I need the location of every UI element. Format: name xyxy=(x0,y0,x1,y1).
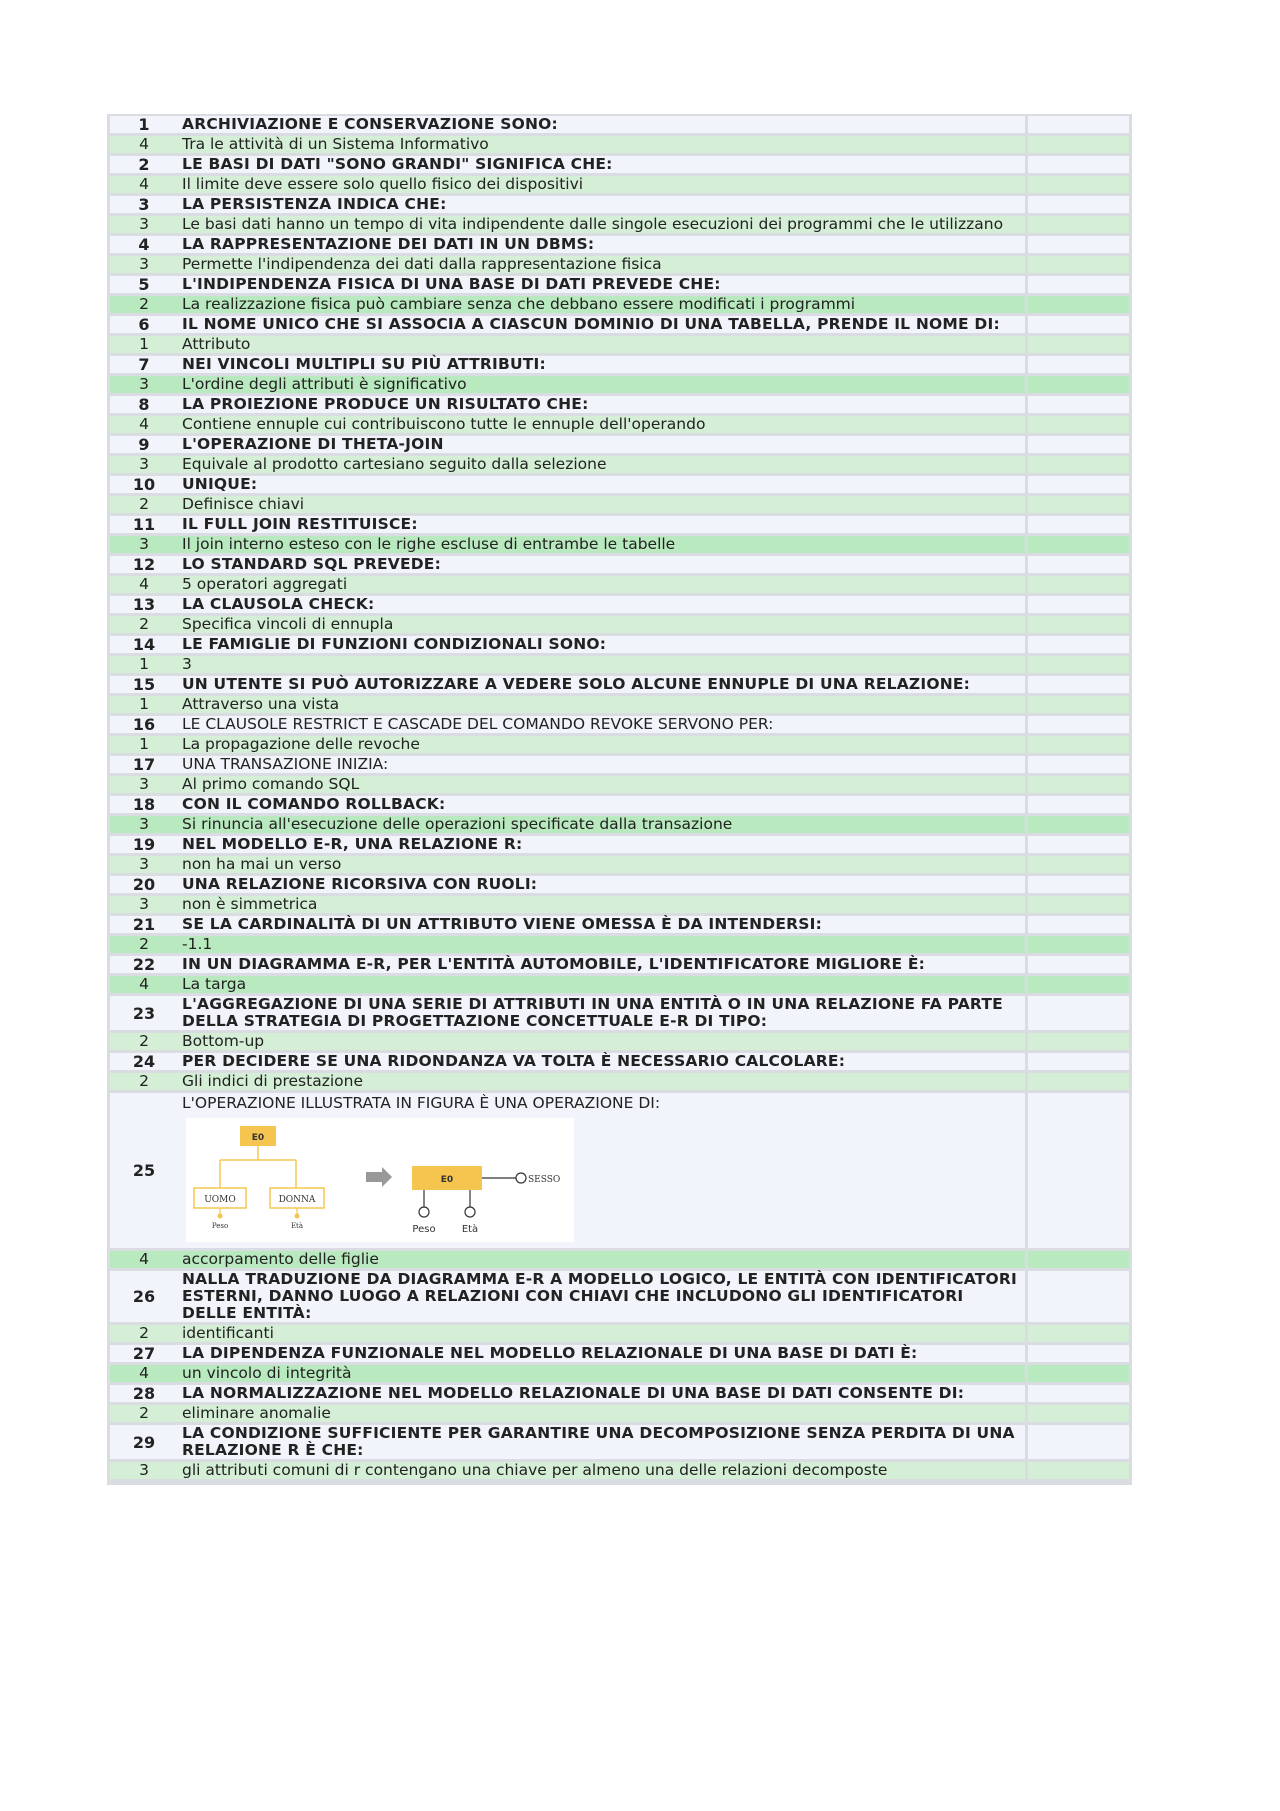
attr-left-label: Peso xyxy=(211,1222,229,1230)
quiz-rows xyxy=(110,116,1129,1479)
answer-text: gli attributi comuni di r contengano una chiave per almeno una delle relazioni decomposte xyxy=(178,1462,1028,1479)
answer-text: Tra le attività di un Sistema Informativo xyxy=(178,136,1028,153)
answer-row xyxy=(110,136,1129,153)
merged-attr-2-circle xyxy=(465,1207,475,1217)
question-text: NEL MODELLO E-R, UNA RELAZIONE R: xyxy=(178,836,1028,853)
question-row xyxy=(110,1053,1129,1070)
attr-right-label: Età xyxy=(290,1222,304,1230)
row-empty-cell xyxy=(1028,496,1129,513)
row-number: 3 xyxy=(110,456,178,473)
answer-row xyxy=(110,536,1129,553)
question-text: UNA TRANSAZIONE INIZIA: xyxy=(178,756,1028,773)
row-number: 16 xyxy=(110,716,178,733)
answer-row xyxy=(110,336,1129,353)
row-number: 7 xyxy=(110,356,178,373)
row-number: 3 xyxy=(110,216,178,233)
answer-row xyxy=(110,496,1129,513)
row-empty-cell xyxy=(1028,1251,1129,1268)
answer-row xyxy=(110,736,1129,753)
row-empty-cell xyxy=(1028,616,1129,633)
question-row xyxy=(110,156,1129,173)
row-number: 3 xyxy=(110,856,178,873)
row-empty-cell xyxy=(1028,636,1129,653)
answer-row xyxy=(110,1462,1129,1479)
question-text: LA DIPENDENZA FUNZIONALE NEL MODELLO RELAZIONALE DI UNA BASE DI DATI È: xyxy=(178,1345,1028,1362)
row-number: 8 xyxy=(110,396,178,413)
row-empty-cell xyxy=(1028,596,1129,613)
attr-right-dot xyxy=(295,1214,300,1219)
answer-text: Il limite deve essere solo quello fisico dei dispositivi xyxy=(178,176,1028,193)
question-row xyxy=(110,236,1129,253)
question-row xyxy=(110,1385,1129,1402)
question-row xyxy=(110,356,1129,373)
row-number: 1 xyxy=(110,116,178,133)
row-number: 3 xyxy=(110,376,178,393)
row-empty-cell xyxy=(1028,196,1129,213)
question-row xyxy=(110,396,1129,413)
row-number: 1 xyxy=(110,656,178,673)
row-empty-cell xyxy=(1028,356,1129,373)
answer-text: Definisce chiavi xyxy=(178,496,1028,513)
question-row xyxy=(110,116,1129,133)
row-empty-cell xyxy=(1028,696,1129,713)
answer-row xyxy=(110,856,1129,873)
answer-row xyxy=(110,1073,1129,1090)
row-number: 6 xyxy=(110,316,178,333)
answer-row xyxy=(110,1405,1129,1422)
row-number: 2 xyxy=(110,1405,178,1422)
figure-question xyxy=(182,1093,1021,1242)
answer-text: eliminare anomalie xyxy=(178,1405,1028,1422)
row-empty-cell xyxy=(1028,176,1129,193)
row-number: 4 xyxy=(110,176,178,193)
question-text: LE CLAUSOLE RESTRICT E CASCADE DEL COMANDO REVOKE SERVONO PER: xyxy=(178,716,1028,733)
row-number: 21 xyxy=(110,916,178,933)
row-empty-cell xyxy=(1028,936,1129,953)
question-text: IL FULL JOIN RESTITUISCE: xyxy=(178,516,1028,533)
question-text: PER DECIDERE SE UNA RIDONDANZA VA TOLTA È NECESSARIO CALCOLARE: xyxy=(178,1053,1028,1070)
answer-text: Gli indici di prestazione xyxy=(178,1073,1028,1090)
row-empty-cell xyxy=(1028,376,1129,393)
row-empty-cell xyxy=(1028,1093,1129,1248)
row-empty-cell xyxy=(1028,976,1129,993)
question-text: LE BASI DI DATI "SONO GRANDI" SIGNIFICA CHE: xyxy=(178,156,1028,173)
row-empty-cell xyxy=(1028,836,1129,853)
er-diagram-figure xyxy=(186,1118,574,1242)
row-empty-cell xyxy=(1028,1033,1129,1050)
question-row xyxy=(110,556,1129,573)
answer-row xyxy=(110,256,1129,273)
row-number: 11 xyxy=(110,516,178,533)
question-text: UNIQUE: xyxy=(178,476,1028,493)
question-row xyxy=(110,596,1129,613)
row-empty-cell xyxy=(1028,136,1129,153)
row-empty-cell xyxy=(1028,956,1129,973)
row-number: 9 xyxy=(110,436,178,453)
question-text: LA PERSISTENZA INDICA CHE: xyxy=(178,196,1028,213)
row-number: 2 xyxy=(110,156,178,173)
row-empty-cell xyxy=(1028,1271,1129,1322)
row-number: 15 xyxy=(110,676,178,693)
row-number: 3 xyxy=(110,256,178,273)
child-right-label: DONNA xyxy=(278,1195,316,1205)
row-number: 3 xyxy=(110,816,178,833)
question-row xyxy=(110,1425,1129,1459)
row-number: 3 xyxy=(110,196,178,213)
row-number: 4 xyxy=(110,1365,178,1382)
row-empty-cell xyxy=(1028,916,1129,933)
answer-row xyxy=(110,1033,1129,1050)
question-row xyxy=(110,316,1129,333)
row-empty-cell xyxy=(1028,896,1129,913)
row-number: 3 xyxy=(110,1462,178,1479)
answer-text: Il join interno esteso con le righe escluse di entrambe le tabelle xyxy=(178,536,1028,553)
question-row xyxy=(110,996,1129,1030)
row-empty-cell xyxy=(1028,996,1129,1030)
answer-row xyxy=(110,816,1129,833)
answer-text: accorpamento delle figlie xyxy=(178,1251,1028,1268)
question-text: UNA RELAZIONE RICORSIVA CON RUOLI: xyxy=(178,876,1028,893)
question-row xyxy=(110,516,1129,533)
answer-text: un vincolo di integrità xyxy=(178,1365,1028,1382)
question-text: LA PROIEZIONE PRODUCE UN RISULTATO CHE: xyxy=(178,396,1028,413)
row-empty-cell xyxy=(1028,236,1129,253)
row-number: 13 xyxy=(110,596,178,613)
row-empty-cell xyxy=(1028,516,1129,533)
answer-text: Equivale al prodotto cartesiano seguito dalla selezione xyxy=(178,456,1028,473)
row-empty-cell xyxy=(1028,416,1129,433)
row-empty-cell xyxy=(1028,216,1129,233)
row-empty-cell xyxy=(1028,276,1129,293)
question-text: LA RAPPRESENTAZIONE DEI DATI IN UN DBMS: xyxy=(178,236,1028,253)
row-empty-cell xyxy=(1028,296,1129,313)
row-empty-cell xyxy=(1028,1365,1129,1382)
row-number: 2 xyxy=(110,496,178,513)
row-number: 4 xyxy=(110,976,178,993)
question-text: L'OPERAZIONE ILLUSTRATA IN FIGURA È UNA OPERAZIONE DI: xyxy=(182,1094,661,1112)
row-number: 4 xyxy=(110,136,178,153)
question-text: LA NORMALIZZAZIONE NEL MODELLO RELAZIONALE DI UNA BASE DI DATI CONSENTE DI: xyxy=(178,1385,1028,1402)
answer-row xyxy=(110,576,1129,593)
row-number: 5 xyxy=(110,276,178,293)
question-text: L'INDIPENDENZA FISICA DI UNA BASE DI DATI PREVEDE CHE: xyxy=(178,276,1028,293)
row-empty-cell xyxy=(1028,316,1129,333)
row-empty-cell xyxy=(1028,1325,1129,1342)
row-empty-cell xyxy=(1028,716,1129,733)
question-text: L'AGGREGAZIONE DI UNA SERIE DI ATTRIBUTI IN UNA ENTITÀ O IN UNA RELAZIONE FA PARTE DELLA STRATEGIA DI PROGETTAZIONE CONCETTUALE E-R DI TIPO: xyxy=(178,996,1028,1030)
question-text: LA CLAUSOLA CHECK: xyxy=(178,596,1028,613)
row-number: 23 xyxy=(110,996,178,1030)
row-number: 2 xyxy=(110,1033,178,1050)
row-number: 4 xyxy=(110,236,178,253)
answer-text: 3 xyxy=(178,656,1028,673)
question-text: NALLA TRADUZIONE DA DIAGRAMMA E-R A MODELLO LOGICO, LE ENTITÀ CON IDENTIFICATORI ESTERNI, DANNO LUOGO A RELAZIONI CON CHIAVI CHE INCLUDONO GLI IDENTIFICATORI DELLE ENTITÀ: xyxy=(178,1271,1028,1322)
row-number: 1 xyxy=(110,736,178,753)
answer-text: Le basi dati hanno un tempo di vita indipendente dalle singole esecuzioni dei programmi che le utilizzano xyxy=(178,216,1028,233)
row-empty-cell xyxy=(1028,736,1129,753)
row-empty-cell xyxy=(1028,1462,1129,1479)
row-empty-cell xyxy=(1028,1385,1129,1402)
row-empty-cell xyxy=(1028,156,1129,173)
row-number: 3 xyxy=(110,896,178,913)
merged-entity-label: E0 xyxy=(440,1175,454,1185)
row-empty-cell xyxy=(1028,796,1129,813)
row-empty-cell xyxy=(1028,1425,1129,1459)
row-empty-cell xyxy=(1028,336,1129,353)
answer-row xyxy=(110,416,1129,433)
attr-left-dot xyxy=(218,1214,223,1219)
row-number: 2 xyxy=(110,1073,178,1090)
row-empty-cell xyxy=(1028,456,1129,473)
merged-attr-1-circle xyxy=(419,1207,429,1217)
row-number: 3 xyxy=(110,776,178,793)
row-number: 18 xyxy=(110,796,178,813)
answer-text: 5 operatori aggregati xyxy=(178,576,1028,593)
question-row xyxy=(110,716,1129,733)
row-empty-cell xyxy=(1028,1405,1129,1422)
row-empty-cell xyxy=(1028,476,1129,493)
question-row xyxy=(110,836,1129,853)
question-text: NEI VINCOLI MULTIPLI SU PIÙ ATTRIBUTI: xyxy=(178,356,1028,373)
row-empty-cell xyxy=(1028,1073,1129,1090)
question-row xyxy=(110,796,1129,813)
question-row xyxy=(110,1345,1129,1362)
question-text: IL NOME UNICO CHE SI ASSOCIA A CIASCUN DOMINIO DI UNA TABELLA, PRENDE IL NOME DI: xyxy=(178,316,1028,333)
merged-attr-2-label: Età xyxy=(461,1224,479,1235)
question-row xyxy=(110,636,1129,653)
answer-row xyxy=(110,1325,1129,1342)
question-row xyxy=(110,916,1129,933)
answer-text: -1.1 xyxy=(178,936,1028,953)
answer-text: Si rinuncia all'esecuzione delle operazioni specificate dalla transazione xyxy=(178,816,1028,833)
question-text: L'OPERAZIONE DI THETA-JOIN xyxy=(178,436,1028,453)
answer-row xyxy=(110,776,1129,793)
row-number: 19 xyxy=(110,836,178,853)
answer-text: Bottom-up xyxy=(178,1033,1028,1050)
row-empty-cell xyxy=(1028,436,1129,453)
answer-text: La targa xyxy=(178,976,1028,993)
question-row xyxy=(110,876,1129,893)
answer-text: La realizzazione fisica può cambiare senza che debbano essere modificati i programmi xyxy=(178,296,1028,313)
row-number: 14 xyxy=(110,636,178,653)
row-number: 2 xyxy=(110,1325,178,1342)
question-text: ARCHIVIAZIONE E CONSERVAZIONE SONO: xyxy=(178,116,1028,133)
row-number: 29 xyxy=(110,1425,178,1459)
quiz-sheet xyxy=(107,114,1132,1485)
answer-text: Permette l'indipendenza dei dati dalla rappresentazione fisica xyxy=(178,256,1028,273)
answer-text: Al primo comando SQL xyxy=(178,776,1028,793)
row-empty-cell xyxy=(1028,256,1129,273)
row-empty-cell xyxy=(1028,756,1129,773)
question-row xyxy=(110,1093,1129,1248)
question-text: CON IL COMANDO ROLLBACK: xyxy=(178,796,1028,813)
answer-row xyxy=(110,1365,1129,1382)
row-number: 24 xyxy=(110,1053,178,1070)
answer-text: Contiene ennuple cui contribuiscono tutte le ennuple dell'operando xyxy=(178,416,1028,433)
row-empty-cell xyxy=(1028,1345,1129,1362)
row-empty-cell xyxy=(1028,576,1129,593)
question-row xyxy=(110,956,1129,973)
row-number: 22 xyxy=(110,956,178,973)
row-empty-cell xyxy=(1028,876,1129,893)
row-number: 2 xyxy=(110,296,178,313)
row-number: 28 xyxy=(110,1385,178,1402)
question-text: SE LA CARDINALITÀ DI UN ATTRIBUTO VIENE OMESSA È DA INTENDERSI: xyxy=(178,916,1028,933)
question-row xyxy=(110,1271,1129,1322)
row-number: 12 xyxy=(110,556,178,573)
row-number: 2 xyxy=(110,936,178,953)
row-number: 4 xyxy=(110,416,178,433)
merged-attr-1-label: Peso xyxy=(412,1224,436,1235)
row-number: 26 xyxy=(110,1271,178,1322)
answer-row xyxy=(110,696,1129,713)
sesso-label: SESSO xyxy=(528,1175,561,1185)
answer-row xyxy=(110,976,1129,993)
answer-text: La propagazione delle revoche xyxy=(178,736,1028,753)
answer-row xyxy=(110,296,1129,313)
row-number: 25 xyxy=(110,1093,178,1248)
row-empty-cell xyxy=(1028,556,1129,573)
question-text: LA CONDIZIONE SUFFICIENTE PER GARANTIRE UNA DECOMPOSIZIONE SENZA PERDITA DI UNA RELAZIONE R È CHE: xyxy=(178,1425,1028,1459)
answer-text: Attraverso una vista xyxy=(178,696,1028,713)
row-empty-cell xyxy=(1028,676,1129,693)
row-number: 17 xyxy=(110,756,178,773)
question-text: UN UTENTE SI PUÒ AUTORIZZARE A VEDERE SOLO ALCUNE ENNUPLE DI UNA RELAZIONE: xyxy=(178,676,1028,693)
row-empty-cell xyxy=(1028,856,1129,873)
answer-row xyxy=(110,896,1129,913)
row-empty-cell xyxy=(1028,536,1129,553)
row-number: 20 xyxy=(110,876,178,893)
answer-row xyxy=(110,1251,1129,1268)
answer-row xyxy=(110,216,1129,233)
answer-text: non ha mai un verso xyxy=(178,856,1028,873)
row-number: 1 xyxy=(110,696,178,713)
answer-text: L'ordine degli attributi è significativo xyxy=(178,376,1028,393)
row-number: 10 xyxy=(110,476,178,493)
answer-row xyxy=(110,656,1129,673)
answer-text: non è simmetrica xyxy=(178,896,1028,913)
row-number: 4 xyxy=(110,1251,178,1268)
question-row xyxy=(110,436,1129,453)
question-row xyxy=(110,196,1129,213)
question-text: LO STANDARD SQL PREVEDE: xyxy=(178,556,1028,573)
row-number: 27 xyxy=(110,1345,178,1362)
question-row xyxy=(110,676,1129,693)
answer-text: Specifica vincoli di ennupla xyxy=(178,616,1028,633)
question-row xyxy=(110,476,1129,493)
child-left-label: UOMO xyxy=(204,1195,236,1205)
row-number: 1 xyxy=(110,336,178,353)
question-row xyxy=(110,756,1129,773)
row-number: 4 xyxy=(110,576,178,593)
parent-entity-label: E0 xyxy=(251,1133,265,1143)
row-empty-cell xyxy=(1028,816,1129,833)
answer-row xyxy=(110,376,1129,393)
row-empty-cell xyxy=(1028,656,1129,673)
row-empty-cell xyxy=(1028,1053,1129,1070)
question-text: LE FAMIGLIE DI FUNZIONI CONDIZIONALI SONO: xyxy=(178,636,1028,653)
question-row xyxy=(110,276,1129,293)
sesso-attr-circle xyxy=(516,1173,526,1183)
quiz-table xyxy=(110,113,1129,1482)
answer-text: Attributo xyxy=(178,336,1028,353)
answer-row xyxy=(110,456,1129,473)
answer-row xyxy=(110,616,1129,633)
row-empty-cell xyxy=(1028,776,1129,793)
row-empty-cell xyxy=(1028,396,1129,413)
row-text xyxy=(178,1093,1028,1248)
question-text: IN UN DIAGRAMMA E-R, PER L'ENTITÀ AUTOMOBILE, L'IDENTIFICATORE MIGLIORE È: xyxy=(178,956,1028,973)
answer-row xyxy=(110,936,1129,953)
row-empty-cell xyxy=(1028,116,1129,133)
row-number: 3 xyxy=(110,536,178,553)
answer-text: identificanti xyxy=(178,1325,1028,1342)
answer-row xyxy=(110,176,1129,193)
row-number: 2 xyxy=(110,616,178,633)
